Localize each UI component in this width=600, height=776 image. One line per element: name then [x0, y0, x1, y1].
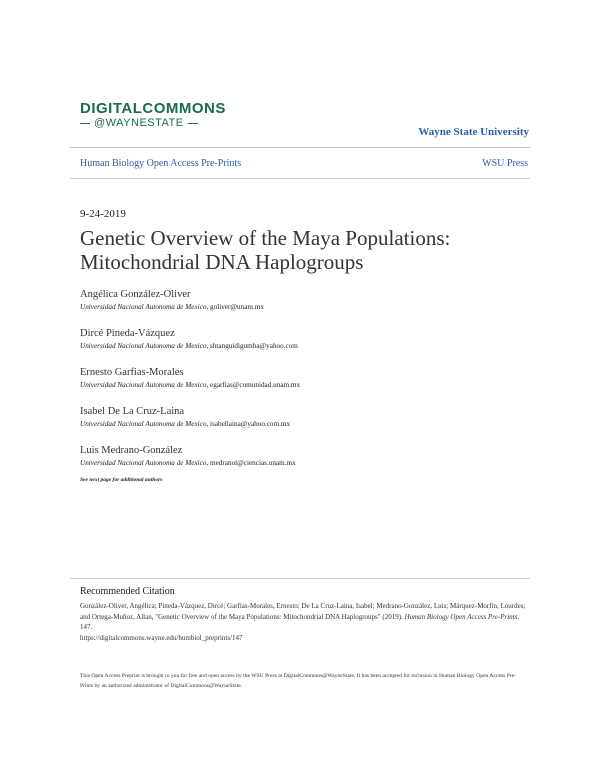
- citation-divider: [70, 578, 530, 579]
- title-line-1: Genetic Overview of the Maya Populations:: [80, 226, 451, 250]
- press-link[interactable]: WSU Press: [482, 158, 528, 169]
- author-entry: [80, 444, 530, 468]
- logo-dash-right: [188, 123, 198, 124]
- author-institution: Universidad Nacional Autonoma de Mexico: [80, 342, 207, 350]
- author-entry: [80, 366, 530, 390]
- logo-dash-left: [80, 123, 90, 124]
- open-access-notice: This Open Access Preprint is brought to you for free and open access by the WSU Press at DigitalCommons@WayneState. It has been accepted for inclusion in Human Biology Open Access Pre-Prints by an authorized administrator of DigitalCommons@WayneState.: [80, 673, 516, 689]
- header-divider-bottom: [70, 178, 530, 179]
- author-name[interactable]: Ernesto Garfias-Morales: [80, 367, 184, 378]
- university-link[interactable]: Wayne State University: [418, 126, 529, 138]
- author-institution: Universidad Nacional Autonoma de Mexico: [80, 459, 207, 467]
- author-email: , isabellaina@yahoo.com.mx: [206, 420, 291, 428]
- logo-text: DIGITALCOMMONS: [80, 100, 226, 117]
- publication-date: 9-24-2019: [80, 208, 126, 220]
- title-line-2: Mitochondrial DNA Haplogroups: [80, 250, 364, 274]
- author-institution: Universidad Nacional Autonoma de Mexico: [80, 381, 207, 389]
- author-email: , egarfias@comunidad.unam.mx: [206, 381, 301, 389]
- author-entry: [80, 405, 530, 429]
- author-email: , shtanguidigumba@yahoo.com: [206, 342, 298, 350]
- citation-journal: Human Biology Open Access Pre-Prints: [404, 612, 518, 621]
- author-institution: Universidad Nacional Autonoma de Mexico: [80, 420, 207, 428]
- additional-authors-note: See next page for additional authors: [80, 477, 163, 483]
- author-name[interactable]: Angélica González-Oliver: [80, 289, 191, 300]
- header-divider-top: [70, 147, 530, 148]
- author-name[interactable]: Isabel De La Cruz-Laina: [80, 406, 185, 417]
- paper-title[interactable]: [80, 226, 520, 274]
- series-link[interactable]: Human Biology Open Access Pre-Prints: [80, 158, 242, 169]
- author-email: , medranol@ciencias.unam.mx: [206, 459, 296, 467]
- logo-subtext: @WAYNESTATE: [94, 117, 184, 129]
- author-institution: Universidad Nacional Autonoma de Mexico: [80, 303, 207, 311]
- citation-authors-title: González-Oliver, Angélica; Pineda-Vázquez, Dircé; Garfias-Morales, Ernesto; De La Cruz-Laina, Isabel; Medrano-González, Luis; Márquez-Morfín, Lourdes; and Ortega-Muñoz, Allan, "Genetic Overview of the Maya Populations: Mitochondrial DNA Haplogroups" (2019).: [80, 602, 526, 621]
- digitalcommons-logo[interactable]: [80, 100, 226, 130]
- citation-url[interactable]: https://digitalcommons.wayne.edu/humbiol_preprints/147: [80, 633, 243, 642]
- citation-text: [80, 601, 528, 643]
- author-name[interactable]: Luis Medrano-González: [80, 445, 183, 456]
- author-entry: [80, 288, 530, 312]
- author-list: [80, 288, 530, 483]
- citation-heading: Recommended Citation: [80, 586, 175, 597]
- author-name[interactable]: Dircé Pineda-Vázquez: [80, 328, 175, 339]
- citation-number: . 147.: [80, 612, 520, 631]
- author-entry: [80, 327, 530, 351]
- author-email: , goliver@unam.mx: [206, 303, 264, 311]
